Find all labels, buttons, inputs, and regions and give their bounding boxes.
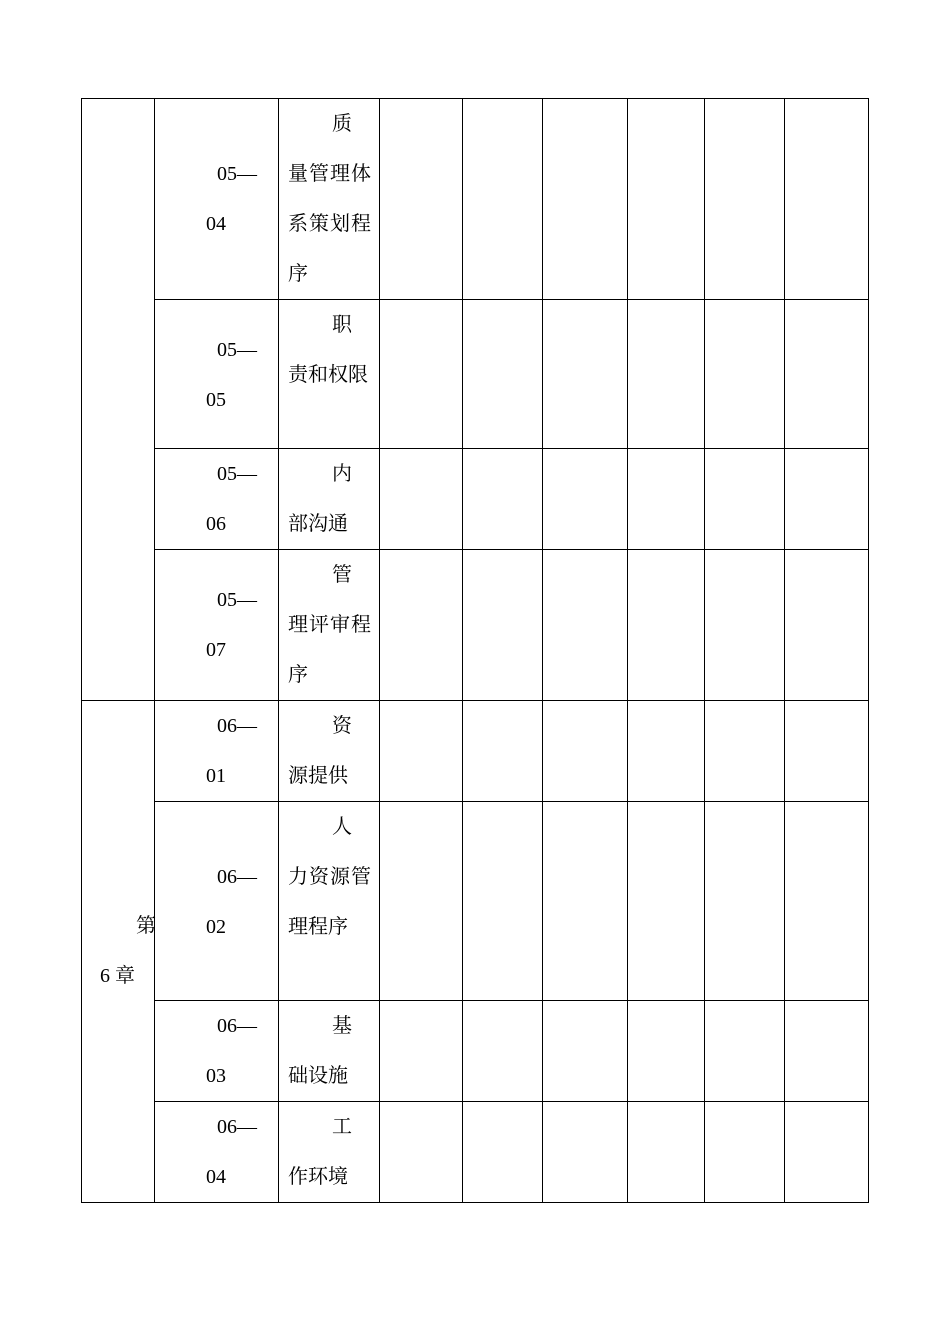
procedure-name-first: 资 bbox=[332, 715, 352, 737]
blank-cell bbox=[705, 449, 785, 550]
blank-cell bbox=[380, 550, 463, 701]
procedure-code-cell bbox=[155, 701, 279, 802]
blank-cell bbox=[543, 1102, 628, 1203]
blank-cell bbox=[628, 701, 705, 802]
blank-cell bbox=[463, 802, 543, 1001]
blank-cell bbox=[543, 99, 628, 300]
code-prefix: 06— bbox=[217, 1116, 257, 1138]
code-number: 02 bbox=[206, 916, 226, 938]
procedure-name-first: 内 bbox=[332, 463, 352, 485]
procedure-name-cell bbox=[279, 300, 380, 449]
code-number: 03 bbox=[206, 1065, 226, 1087]
blank-cell bbox=[785, 802, 869, 1001]
chapter-5-cell bbox=[82, 99, 155, 701]
blank-cell bbox=[705, 1001, 785, 1102]
blank-cell bbox=[543, 802, 628, 1001]
procedure-name-cell bbox=[279, 701, 380, 802]
blank-cell bbox=[463, 449, 543, 550]
chapter-6-cell bbox=[82, 701, 155, 1203]
procedure-name-cell bbox=[279, 1001, 380, 1102]
blank-cell bbox=[785, 701, 869, 802]
table-row bbox=[82, 802, 869, 1001]
chapter-label-first: 第 bbox=[136, 915, 156, 937]
blank-cell bbox=[705, 1102, 785, 1203]
procedure-name-first: 人 bbox=[332, 816, 352, 838]
blank-cell bbox=[543, 449, 628, 550]
procedure-code-cell bbox=[155, 300, 279, 449]
procedure-code-cell bbox=[155, 802, 279, 1001]
table-row bbox=[82, 1001, 869, 1102]
code-prefix: 05— bbox=[217, 463, 257, 485]
blank-cell bbox=[543, 550, 628, 701]
code-number: 07 bbox=[206, 639, 226, 661]
blank-cell bbox=[628, 1102, 705, 1203]
table-row bbox=[82, 449, 869, 550]
code-number: 05 bbox=[206, 389, 226, 411]
procedure-table bbox=[81, 98, 869, 1203]
table-row bbox=[82, 550, 869, 701]
blank-cell bbox=[628, 1001, 705, 1102]
blank-cell bbox=[628, 802, 705, 1001]
code-prefix: 06— bbox=[217, 866, 257, 888]
blank-cell bbox=[463, 99, 543, 300]
blank-cell bbox=[628, 550, 705, 701]
blank-cell bbox=[785, 99, 869, 300]
table-row bbox=[82, 99, 869, 300]
blank-cell bbox=[628, 300, 705, 449]
procedure-name-first: 管 bbox=[332, 564, 352, 586]
chapter-label-second: 6 章 bbox=[100, 965, 135, 987]
procedure-name-cell bbox=[279, 802, 380, 1001]
procedure-name-first: 工 bbox=[332, 1116, 352, 1138]
code-number: 01 bbox=[206, 765, 226, 787]
procedure-name-rest: 作环境 bbox=[288, 1166, 348, 1188]
procedure-name-rest: 础设施 bbox=[288, 1065, 348, 1087]
code-number: 04 bbox=[206, 1166, 226, 1188]
blank-cell bbox=[705, 550, 785, 701]
code-number: 04 bbox=[206, 213, 226, 235]
procedure-code-cell bbox=[155, 449, 279, 550]
blank-cell bbox=[628, 99, 705, 300]
procedure-name-cell bbox=[279, 99, 380, 300]
blank-cell bbox=[380, 449, 463, 550]
procedure-code-cell bbox=[155, 1102, 279, 1203]
blank-cell bbox=[543, 1001, 628, 1102]
blank-cell bbox=[785, 449, 869, 550]
blank-cell bbox=[785, 1001, 869, 1102]
blank-cell bbox=[543, 701, 628, 802]
procedure-name-first: 质 bbox=[332, 113, 352, 135]
blank-cell bbox=[463, 550, 543, 701]
blank-cell bbox=[463, 300, 543, 449]
procedure-code-cell bbox=[155, 550, 279, 701]
procedure-name-rest: 部沟通 bbox=[288, 513, 348, 535]
blank-cell bbox=[785, 1102, 869, 1203]
blank-cell bbox=[705, 802, 785, 1001]
procedure-name-cell bbox=[279, 1102, 380, 1203]
blank-cell bbox=[380, 1001, 463, 1102]
table-row bbox=[82, 1102, 869, 1203]
blank-cell bbox=[380, 99, 463, 300]
procedure-name-first: 基 bbox=[332, 1015, 352, 1037]
code-number: 06 bbox=[206, 513, 226, 535]
procedure-name-cell bbox=[279, 550, 380, 701]
procedure-name-rest: 量管理体系策划程序 bbox=[288, 163, 371, 285]
procedure-name-rest: 力资源管理程序 bbox=[288, 866, 371, 938]
blank-cell bbox=[628, 449, 705, 550]
procedure-name-first: 职 bbox=[332, 314, 352, 336]
blank-cell bbox=[380, 300, 463, 449]
blank-cell bbox=[380, 701, 463, 802]
procedure-name-rest: 源提供 bbox=[288, 765, 348, 787]
procedure-code-cell bbox=[155, 1001, 279, 1102]
blank-cell bbox=[705, 701, 785, 802]
blank-cell bbox=[543, 300, 628, 449]
blank-cell bbox=[380, 802, 463, 1001]
table-row bbox=[82, 300, 869, 449]
procedure-name-cell bbox=[279, 449, 380, 550]
blank-cell bbox=[463, 1001, 543, 1102]
blank-cell bbox=[380, 1102, 463, 1203]
procedure-name-rest: 理评审程序 bbox=[288, 614, 371, 686]
code-prefix: 05— bbox=[217, 339, 257, 361]
code-prefix: 05— bbox=[217, 589, 257, 611]
blank-cell bbox=[463, 701, 543, 802]
blank-cell bbox=[705, 99, 785, 300]
blank-cell bbox=[785, 300, 869, 449]
procedure-name-rest: 责和权限 bbox=[288, 364, 368, 386]
procedure-code-cell bbox=[155, 99, 279, 300]
blank-cell bbox=[785, 550, 869, 701]
code-prefix: 06— bbox=[217, 1015, 257, 1037]
code-prefix: 05— bbox=[217, 163, 257, 185]
table-row bbox=[82, 701, 869, 802]
blank-cell bbox=[705, 300, 785, 449]
code-prefix: 06— bbox=[217, 715, 257, 737]
blank-cell bbox=[463, 1102, 543, 1203]
